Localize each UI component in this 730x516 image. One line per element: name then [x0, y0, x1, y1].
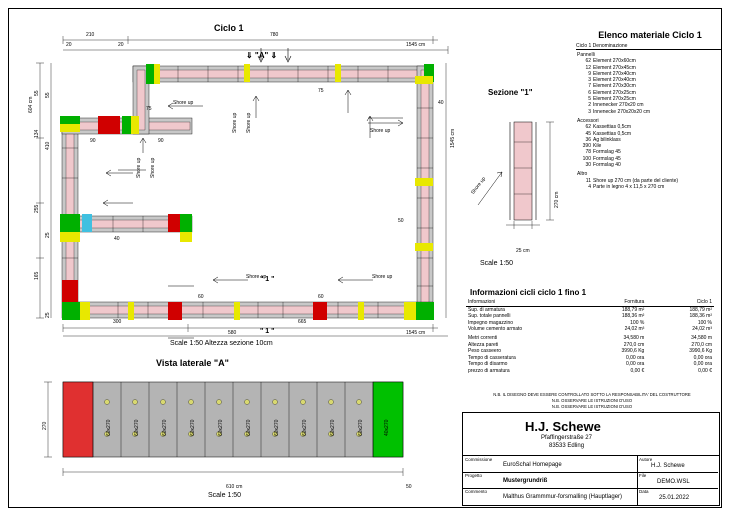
material-list-title: Elenco materiale Ciclo 1 — [598, 30, 702, 40]
info-row — [466, 348, 714, 355]
qty: 3 — [588, 108, 591, 115]
field-label-commissione: Commissione — [465, 457, 493, 462]
side-panel-label-9: 60x270 — [330, 419, 336, 436]
info-panel — [466, 288, 716, 398]
dim-left-7: 165 — [34, 271, 40, 280]
qty: 6 — [588, 89, 591, 96]
field-label-data: Data — [639, 489, 649, 494]
qty: 9 — [588, 70, 591, 77]
dim-top-s1: 20 — [66, 42, 72, 48]
dim-bottom-2: 665 — [298, 319, 307, 325]
side-panel-label-7: 60x270 — [274, 419, 280, 436]
field-value-progetto: Mustergrundriß — [503, 478, 548, 484]
inner-dim-1: 75 — [146, 106, 152, 112]
info-table — [466, 299, 714, 375]
fornitura: 0,00 ora — [625, 354, 645, 361]
inner-dim-3: 90 — [90, 138, 96, 144]
fornitura: 0,00 € — [630, 367, 645, 374]
shore-label-7: Shore up — [246, 274, 267, 280]
dim-bottom-1: 300 — [113, 319, 122, 325]
side-view-title: Vista laterale "A" — [156, 358, 229, 368]
side-panel-label-5: 60x270 — [218, 419, 224, 436]
col-ciclo1: Ciclo 1 — [646, 299, 714, 306]
info-row — [466, 313, 714, 320]
desc: Shore up 270 cm (da parte del cliente) — [593, 177, 679, 184]
inner-dim-7: 60 — [318, 294, 324, 300]
field-value-autore: H.J. Schewe — [651, 463, 685, 469]
qty: 5 — [588, 96, 591, 103]
dim-top-total: 1545 cm — [406, 42, 426, 48]
fornitura: 34,580 m — [623, 334, 645, 341]
shore-label-1: Shore up — [173, 100, 194, 106]
shore-label-5: Shore up — [136, 157, 142, 178]
desc: Element 270x40cm — [593, 77, 636, 84]
dim-right-1: 40 — [438, 100, 444, 106]
note-responsibility: N.B. IL DISEGNO DEVE ESSERE CONTROLLATO SOTTO LA RESPONSABILITA' DEL COSTRUTTORE — [493, 392, 691, 397]
label: Sup. totale pannelli — [468, 313, 511, 320]
company-name: H.J. Schewe — [525, 419, 601, 434]
label: Peso casseero — [468, 348, 502, 355]
side-dim-total: 610 cm — [226, 484, 243, 490]
dim-bottom-3: 580 — [228, 330, 237, 336]
field-label-autore: Autore — [639, 457, 653, 462]
ciclo1: 34,580 m — [691, 334, 712, 341]
label: Impegno magazzino — [468, 319, 514, 326]
qty: 12 — [585, 64, 591, 71]
label: Altezza pareti — [468, 341, 499, 348]
side-panel-label-1: 60x270 — [106, 419, 112, 436]
section-shore-label: Shore up — [470, 176, 488, 196]
dim-top-1: 210 — [86, 32, 95, 38]
qty: 36 — [585, 136, 591, 143]
label: Metri correnti — [468, 334, 498, 341]
inner-dim-5: 40 — [114, 236, 120, 242]
field-value-file: DEMO.WSL — [657, 479, 690, 485]
dim-left-8: 25 — [45, 312, 51, 318]
fornitura: 3990,6 Kg — [621, 348, 645, 355]
section-a-marker: ⇓ "A" ⇓ — [246, 51, 278, 60]
ciclo1: 188,36 m² — [689, 313, 712, 320]
ciclo1: 270,0 cm — [691, 341, 712, 348]
field-value-data: 25.01.2022 — [659, 495, 690, 501]
info-header-row — [466, 299, 714, 306]
inner-dim-8: 50 — [398, 218, 404, 224]
section-dim-height: 270 cm — [554, 191, 560, 208]
fornitura: 188,36 m² — [621, 313, 645, 320]
shore-label-4: Shore up — [370, 128, 391, 134]
desc: Element 270x30cm — [593, 83, 636, 90]
side-dim-height: 270 — [42, 421, 48, 430]
desc: Formslag 40 — [593, 162, 621, 169]
desc: Parte in legno 4 x 11,5 x 270 cm — [593, 183, 665, 190]
desc: Element 270x40cm — [593, 70, 636, 77]
side-panel-label-3: 60x270 — [162, 419, 168, 436]
desc: Formslag 45 — [593, 149, 621, 156]
qty: 4 — [588, 183, 591, 190]
dim-bottom-total: 1545 cm — [406, 330, 426, 336]
section-view — [468, 88, 578, 267]
side-scale-note: Scale 1:50 — [208, 492, 242, 499]
info-row — [466, 342, 714, 349]
qty: 30 — [585, 162, 591, 169]
desc: Element 270x60cm — [593, 58, 636, 65]
col-informazioni: Informazioni — [466, 299, 579, 306]
desc: Element 270x25cm — [593, 89, 636, 96]
qty: 11 — [585, 177, 591, 184]
info-panel-title: Informazioni cicli ciclo 1 fino 1 — [470, 288, 587, 297]
title-block — [462, 412, 720, 506]
inner-dim-4: 90 — [158, 138, 164, 144]
info-row — [466, 333, 714, 342]
dim-top-2: 780 — [270, 32, 279, 38]
plan-title: Ciclo 1 — [214, 23, 244, 33]
side-panel-label-2: 60x270 — [134, 419, 140, 436]
group-name: Accessori — [577, 117, 599, 124]
fornitura: 270,0 cm — [623, 341, 645, 348]
dim-left-5: 255 — [34, 204, 40, 213]
label: Tempo di casseratura — [468, 354, 516, 361]
dim-top-s2: 20 — [118, 42, 124, 48]
ciclo1: 24,02 m³ — [692, 326, 712, 333]
qty: 62 — [585, 58, 591, 65]
label: Volume cemento armato — [468, 326, 523, 333]
field-label-progetto: Progetto — [465, 473, 483, 478]
ciclo1: 188,79 m² — [689, 306, 712, 313]
section-title: Sezione "1" — [488, 88, 533, 97]
shore-label-2: Shore up — [232, 112, 238, 133]
info-row — [466, 355, 714, 362]
desc: Kassettias 0,5cm — [593, 130, 632, 137]
section-callout-bottom: " 1 " — [260, 328, 275, 335]
shore-label-8: Shore up — [372, 274, 393, 280]
material-group-header — [576, 115, 722, 124]
section-dim-width: 25 cm — [516, 248, 530, 254]
shore-label-3: Shore up — [246, 112, 252, 133]
field-value-commento: Malthus Grammmur-forsmalling (Hauptlager) — [503, 494, 623, 500]
note-instructions-1: N.B. OSSERVARE LE ISTRUZIONI D'USO — [551, 398, 633, 403]
desc: Ag bilinklass — [593, 136, 621, 143]
side-panel-label-11: 40x270 — [384, 419, 390, 436]
qty: 62 — [585, 124, 591, 131]
ciclo1: 3990,6 Kg — [689, 348, 712, 355]
col-fornitura: Fornitura — [579, 299, 647, 306]
desc: Kile — [593, 143, 602, 150]
desc: Formslag 45 — [593, 155, 621, 162]
label: Tempo di disarmo — [468, 361, 508, 368]
group-name: Pannelli — [577, 52, 595, 58]
side-panel-label-4: 60x270 — [190, 419, 196, 436]
qty: 390 — [582, 143, 591, 150]
plan-view — [18, 18, 458, 348]
fornitura: 24,02 m³ — [624, 326, 645, 333]
qty: 2 — [588, 102, 591, 109]
qty: 78 — [585, 149, 591, 156]
qty: 7 — [588, 83, 591, 90]
dim-left-4: 410 — [45, 141, 51, 150]
fornitura: 0,00 ora — [625, 361, 645, 368]
info-row — [466, 306, 714, 313]
field-value-commissione: EuroSchal Homepage — [503, 462, 562, 468]
side-panel-label-8: 60x270 — [302, 419, 308, 436]
dim-left-6: 25 — [45, 232, 51, 238]
dim-left-total: 604 cm — [28, 96, 34, 113]
section-scale: Scale 1:50 — [480, 260, 514, 267]
material-list-panel — [576, 30, 724, 210]
side-dim-right: 50 — [406, 484, 412, 490]
info-row — [466, 326, 714, 333]
qty: 3 — [588, 77, 591, 84]
info-row — [466, 368, 714, 375]
inner-dim-6: 60 — [198, 294, 204, 300]
qty: 100 — [582, 155, 591, 162]
fornitura: 188,79 m² — [621, 306, 645, 313]
material-list-table — [576, 52, 722, 190]
desc: Innenecker 270x20 cm — [593, 102, 644, 109]
material-row — [576, 184, 722, 190]
material-group-header — [576, 168, 722, 177]
fornitura: 100 % — [630, 319, 645, 326]
section-callout-top: " 1 " — [260, 276, 275, 283]
qty: 45 — [585, 130, 591, 137]
dim-left-2: 55 — [45, 92, 51, 98]
ciclo1: 0,00 ora — [693, 354, 712, 361]
desc: Innenecke 270x20x20 cm — [593, 108, 650, 115]
company-address-1: Pfaffingerstraße 27 — [541, 435, 592, 441]
dim-left-1: 55 — [34, 90, 40, 96]
side-view — [18, 358, 458, 503]
ciclo1: 0,00 ora — [693, 361, 712, 368]
ciclo1: 0,00 € — [698, 367, 712, 374]
ciclo1: 100 % — [697, 319, 712, 326]
desc: Element 270x25cm — [593, 96, 636, 103]
label: Sup. di armatura — [468, 306, 505, 313]
note-instructions-2: N.B. OSSERVARE LE ISTRUZIONI D'USO — [551, 404, 633, 409]
dim-right-total: 1545 cm — [450, 128, 456, 148]
material-list-subheader: Ciclo 1 Denominazione — [576, 43, 722, 50]
field-label-commento: Commento — [465, 489, 488, 494]
info-row — [466, 361, 714, 368]
side-panel-label-10: 60x270 — [358, 419, 364, 436]
side-panel-label-6: 60x270 — [246, 419, 252, 436]
info-row — [466, 320, 714, 327]
dim-left-3: 134 — [34, 129, 40, 138]
desc: Kassettias 0,5cm — [593, 124, 632, 131]
company-address-2: 83533 Edling — [549, 443, 585, 449]
plan-scale-note: Scale 1:50 Altezza sezione 10cm — [170, 340, 273, 347]
shore-label-6: Shore up — [150, 157, 156, 178]
field-label-file: File — [639, 473, 647, 478]
desc: Element 270x45cm — [593, 64, 636, 71]
group-name: Altro — [577, 171, 588, 178]
label: prezzo di armatura — [468, 367, 510, 374]
inner-dim-2: 75 — [318, 88, 324, 94]
